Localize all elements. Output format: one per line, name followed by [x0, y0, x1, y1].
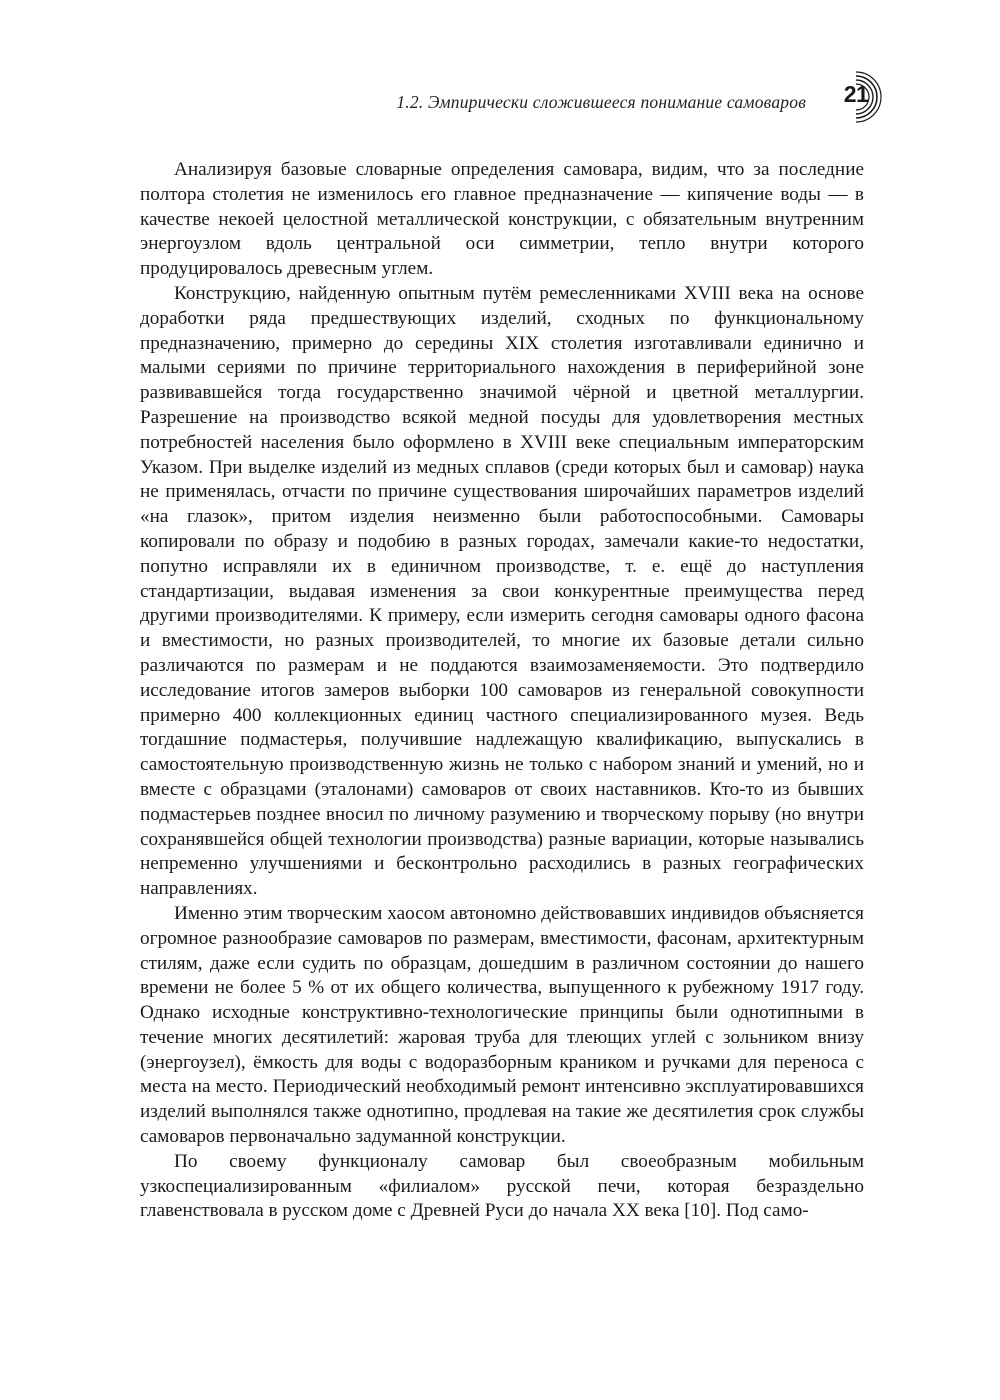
paragraph: По своему функционалу самовар был своеобразным мобильным узкоспециализированным «филиалом» русской печи, которая безраздельно главенствовала в русском доме с Древней Руси до начала XX века [10]. Под само-: [140, 1150, 864, 1222]
paragraph: Конструкцию, найденную опытным путём ремесленниками XVIII века на основе доработки ряда предшествующих изделий, сходных по функциональному предназначению, примерно до середины XIX столетия изготавливали единично и малыми сериями по причине территориального нахождения в периферийной зоне развивавшейся тогда государственно значимой чёрной и цветной металлургии. Разрешение на производство всякой медной посуды для удовлетворения местных потребностей населения было оформлено в XVIII веке специальным императорским Указом. При выделке изделий из медных сплавов (среди которых был и самовар) наука не применялась, отчасти по причине существования широчайших параметров изделий «на глазок», притом изделия неизменно были работоспособными. Самовары копировали по образу и подобию в разных городах, замечали какие-то недостатки, попутно исправляли их в единичном производстве, т. е. ещё до наступления стандартизации, выдавая изменения за свои конкурентные преимущества перед другими производителями. К примеру, если измерить сегодня самовары одного фасона и вместимости, но разных производителей, то многие их базовые детали сильно различаются по размерам и не поддаются взаимозаменяемости. Это подтвердило исследование итогов замеров выборки 100 самоваров из генеральной совокупности примерно 400 коллекционных единиц частного специализированного музея. Ведь тогдашние подмастерья, получившие надлежащую квалификацию, выпускались в самостоятельную производственную жизнь не только с набором знаний и умений, но и вместе с образцами (эталонами) самоваров от своих наставников. Кто-то из бывших подмастерьев позднее вносил по личному разумению и творческому порыву (но внутри сохранявшейся общей технологии производства) разные вариации, которые назывались непременно улучшениями и бесконтрольно расходились в разных географических направлениях.: [140, 282, 864, 900]
page-number-badge: [832, 70, 886, 124]
section-title: 1.2. Эмпирически сложившееся понимание самоваров: [396, 91, 806, 112]
paragraph: Именно этим творческим хаосом автономно действовавших индивидов объясняется огромное разнообразие самоваров по размерам, вместимости, фасонам, архитектурным стилям, даже если судить по образцам, дошедшим в различном состоянии до нашего времени не более 5 % от их общего количества, выпущенного к рубежному 1917 году. Однако исходные конструктивно-технологические принципы были однотипными в течение многих десятилетий: жаровая труба для тлеющих углей с зольником внизу (энергоузел), ёмкость для воды с водоразборным краником и ручками для переноса с места на место. Периодический необходимый ремонт интенсивно эксплуатировавшихся изделий выполнялся также однотипно, продлевая на такие же десятилетия срок службы самоваров первоначально задуманной конструкции.: [140, 902, 864, 1148]
running-header: [140, 82, 828, 122]
paragraph: Анализируя базовые словарные определения самовара, видим, что за последние полтора столетия не изменилось его главное предназначение — кипячение воды — в качестве некоей целостной металлической конструкции, с обязательным внутренним энергоузлом вдоль центральной оси симметрии, тепло внутри которого продуцировалось древесным углем.: [140, 159, 864, 280]
page-number: 21: [843, 81, 869, 107]
body-text: [140, 158, 864, 1224]
